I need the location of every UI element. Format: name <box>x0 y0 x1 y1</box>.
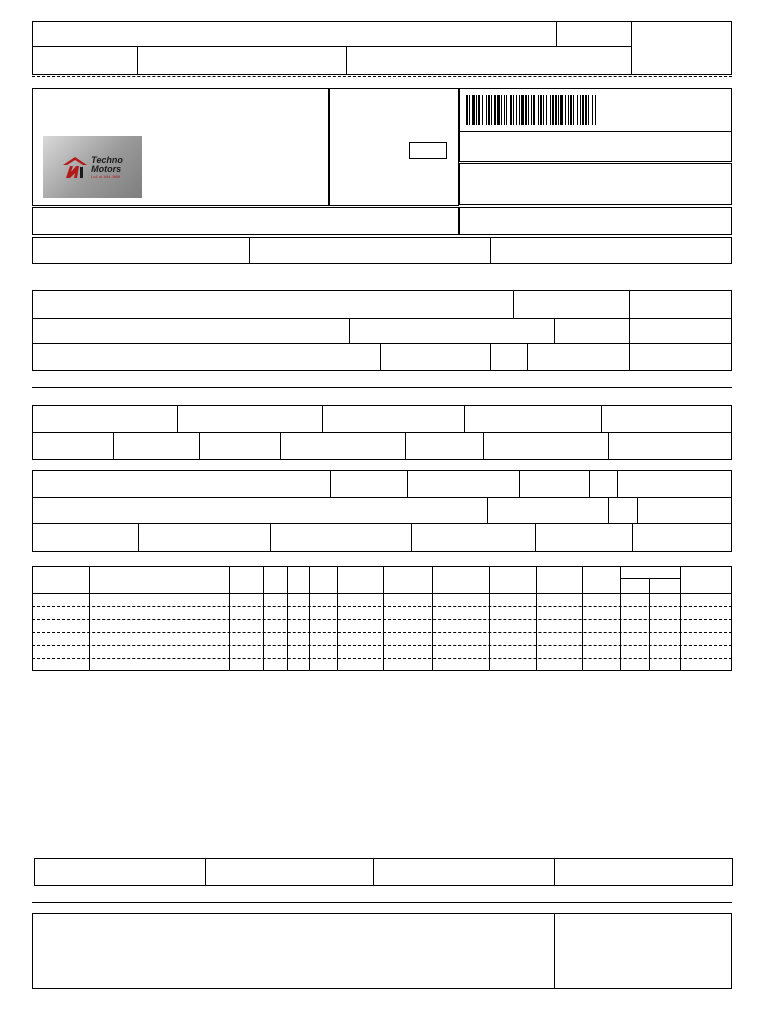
customer-divider <box>513 290 514 318</box>
header-corner-cell <box>631 21 732 75</box>
vehicle-divider <box>464 405 465 432</box>
document-number-box <box>459 131 732 162</box>
service-divider <box>617 470 618 497</box>
service-row-divider-2 <box>32 523 732 524</box>
service-divider <box>411 523 412 552</box>
service-divider <box>487 497 488 523</box>
phone-box <box>459 207 732 235</box>
customer-divider <box>629 290 630 371</box>
service-divider <box>589 470 590 497</box>
info-cell-2 <box>249 237 491 264</box>
parts-row-line <box>32 593 732 594</box>
totals-cell-1 <box>34 858 206 886</box>
vehicle-divider <box>608 432 609 460</box>
info-cell-1 <box>32 237 250 264</box>
customer-divider <box>380 343 381 371</box>
vehicle-divider <box>113 432 114 460</box>
footer-separator <box>32 902 732 903</box>
small-checkbox[interactable] <box>409 142 447 159</box>
logo-text-line1: Techno <box>91 154 123 165</box>
vehicle-divider <box>177 405 178 432</box>
company-logo <box>43 136 142 198</box>
customer-divider <box>527 343 528 371</box>
barcode-gap <box>596 95 597 125</box>
vehicle-divider <box>199 432 200 460</box>
totals-cell-4 <box>554 858 733 886</box>
parts-row-line <box>32 658 732 659</box>
header-sub-cell-3 <box>346 46 632 75</box>
header-sub-cell-1 <box>32 46 138 75</box>
parts-row-line <box>32 632 732 633</box>
service-divider <box>138 523 139 552</box>
totals-cell-2 <box>205 858 374 886</box>
barcode-icon <box>466 95 726 125</box>
remarks-box <box>32 913 555 989</box>
header-title-cell <box>32 21 557 47</box>
parts-row-line <box>32 606 732 607</box>
customer-row-divider-1 <box>32 318 732 319</box>
vehicle-divider <box>405 432 406 460</box>
service-row-divider-1 <box>32 497 732 498</box>
section-separator <box>32 387 732 388</box>
customer-row-divider-2 <box>32 343 732 344</box>
service-divider <box>407 470 408 497</box>
cut-line-top <box>32 76 732 77</box>
service-block <box>32 470 732 552</box>
signature-box <box>554 913 732 989</box>
vehicle-divider <box>483 432 484 460</box>
service-divider <box>608 497 609 523</box>
customer-divider <box>349 318 350 343</box>
customer-divider <box>490 343 491 371</box>
customer-block <box>32 290 732 371</box>
service-divider <box>637 497 638 523</box>
address-box <box>32 207 459 235</box>
techno-motors-logo-mark-icon <box>62 154 88 180</box>
parts-subheader-line <box>620 578 680 579</box>
parts-row-line <box>32 645 732 646</box>
logo-tagline: Lo1 ul 1N4 JMM <box>91 173 121 179</box>
service-divider <box>330 470 331 497</box>
header-sub-cell-2 <box>137 46 347 75</box>
vehicle-divider <box>601 405 602 432</box>
vehicle-divider <box>322 405 323 432</box>
service-divider <box>270 523 271 552</box>
service-divider <box>519 470 520 497</box>
totals-cell-3 <box>373 858 555 886</box>
customer-divider <box>554 318 555 343</box>
service-divider <box>535 523 536 552</box>
vehicle-divider <box>280 432 281 460</box>
document-date-box <box>459 163 732 205</box>
service-divider <box>632 523 633 552</box>
logo-text-line2: Motors <box>91 163 122 174</box>
header-code-cell <box>556 21 632 47</box>
info-cell-3 <box>490 237 732 264</box>
parts-row-line <box>32 619 732 620</box>
vehicle-row-divider <box>32 432 732 433</box>
